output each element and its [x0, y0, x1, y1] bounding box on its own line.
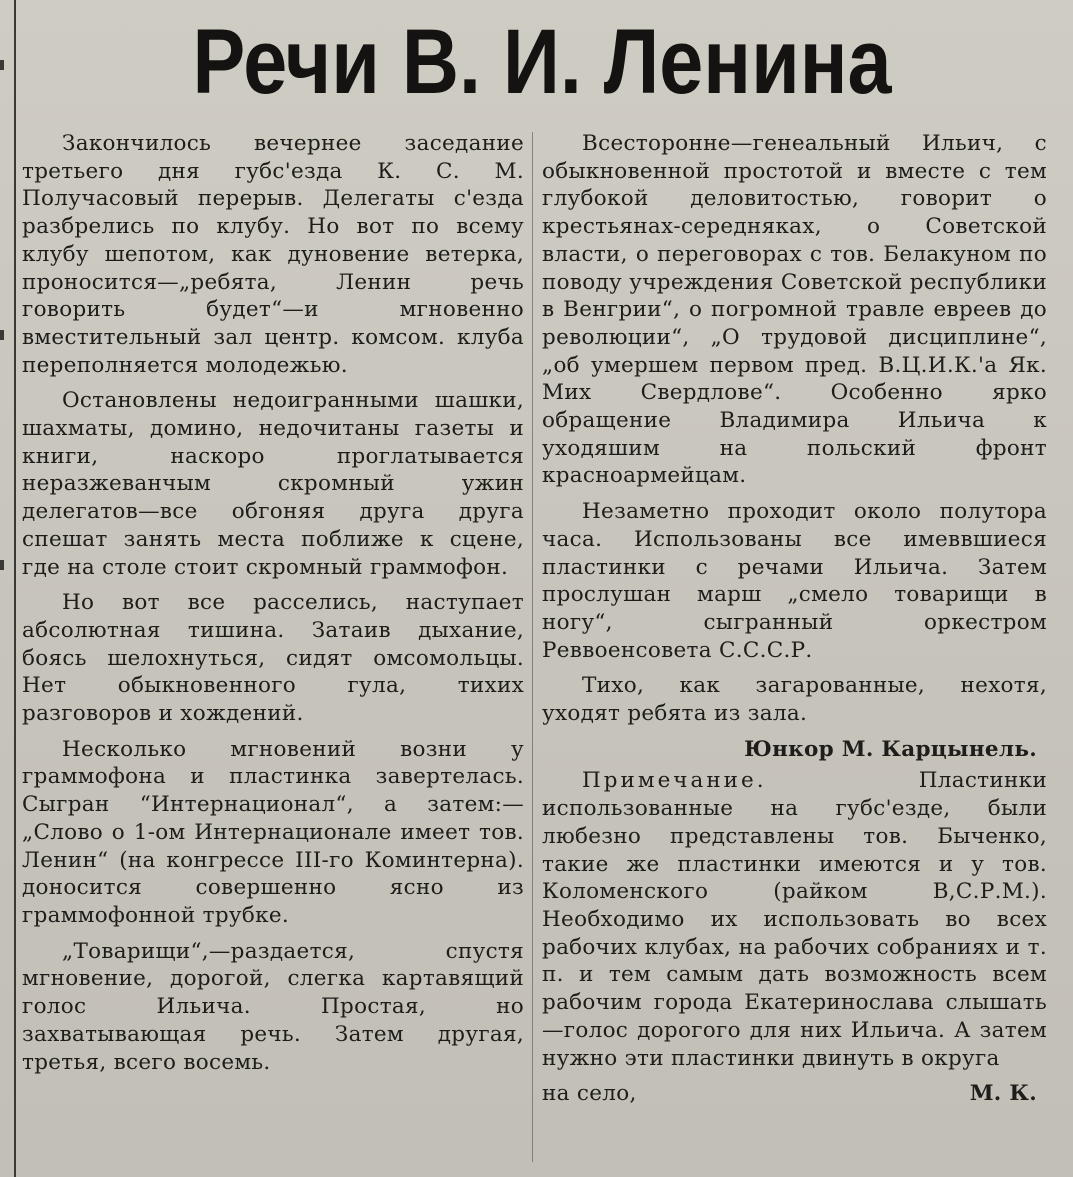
margin-tick: [0, 560, 4, 570]
headline: Речи В. И. Ленина: [192, 11, 892, 113]
paragraph: Остановлены недоигранными шашки, шахматы, домино, недочитаны газеты и книги, наскоро проглатывается неразжеванчым скромный ужин делегатов—все обгоняя друга друга спешат занять места поближе к сцене, где на столе стоит скромный граммофон.: [22, 388, 524, 580]
paragraph: „Товарищи“,—раздается, спустя мгновение, дорогой, слегка картавящий голос Ильича. Простая, но захватывающая речь. Затем другая, третья, всего восемь.: [22, 938, 524, 1075]
right-column: [542, 130, 1047, 1108]
paragraph: Незаметно проходит около полутора часа. Использованы все имеввшиеся пластинки с речами Ильича. Затем прослушан марш „смело товарищи в ногу“, сыгранный оркестром Реввоенсовета С.С.С.Р.: [542, 499, 1047, 663]
column-divider: [532, 132, 533, 1162]
paragraph: Всесторонне—генеальный Ильич, с обыкновенной простотой и вместе с тем глубокой деловитостью, говорит о крестьянах-середняках, о Советской власти, о переговорах с тов. Белакуном по поводу учреждения Советской республики в Венгрии“, о погромной травле евреев до революции“, „О трудовой дисциплине“, „об умершем первом пред. В.Ц.И.К.'а Як. Мих Свердлове“. Особенно ярко обращение Владимира Ильича к уходяшим на польский фронт красноармейцам.: [542, 131, 1047, 489]
author-signature: Юнкор М. Карцынель.: [744, 736, 1037, 762]
note-final-text: на село,: [542, 1081, 637, 1107]
paragraph: Тихо, как загарованные, нехотя, уходят ребята из зала.: [542, 673, 1047, 727]
paragraph: Закончилось вечернее заседание третьего дня губс'езда К. С. М. Получасовый перерыв. Делегаты с'езда разбрелись по клубу. Но вот по всему клубу шепотом, как дуновение ветерка, проносится—„ребята, Ленин речь говорить будет“—и мгновенно вместительный зал центр. комсом. клуба переполняется молодежью.: [22, 131, 524, 378]
note-paragraph: [542, 767, 1047, 1072]
note-signature: М. К.: [969, 1081, 1037, 1107]
margin-tick: [0, 60, 4, 70]
left-column: [22, 130, 524, 1076]
note-final-line: [542, 1080, 1047, 1108]
left-margin-rule: [14, 0, 16, 1177]
note-lead: Примечание.: [582, 768, 767, 794]
paragraph: Но вот все расселись, наступает абсолютная тишина. Затаив дыхание, боясь шелохнуться, сидят омсомольцы. Нет обыкновенного гула, тихих разговоров и хождений.: [22, 590, 524, 727]
note-body: Пластинки использованные на губс'езде, были любезно представлены тов. Быченко, такие же пластинки имеются и у тов. Коломенского (райком В,С.Р.М.). Необходимо их использовать во всех рабочих клубах, на рабочих собраниях и т. п. и тем самым дать возможность всем рабочим города Екатеринослава слышать—голос дорогого для них Ильича. А затем нужно эти пластинки двинуть в округа: [542, 768, 1047, 1071]
margin-tick: [0, 330, 4, 340]
paragraph: Несколько мгновений возни у граммофона и пластинка завертелась. Сыгран “Интернационал“, а затем:—„Слово о 1-ом Интернационале имеет тов. Ленин“ (на конгрессе III-го Коминтерна). доносится совершенно ясно из граммофонной трубке.: [22, 736, 524, 928]
